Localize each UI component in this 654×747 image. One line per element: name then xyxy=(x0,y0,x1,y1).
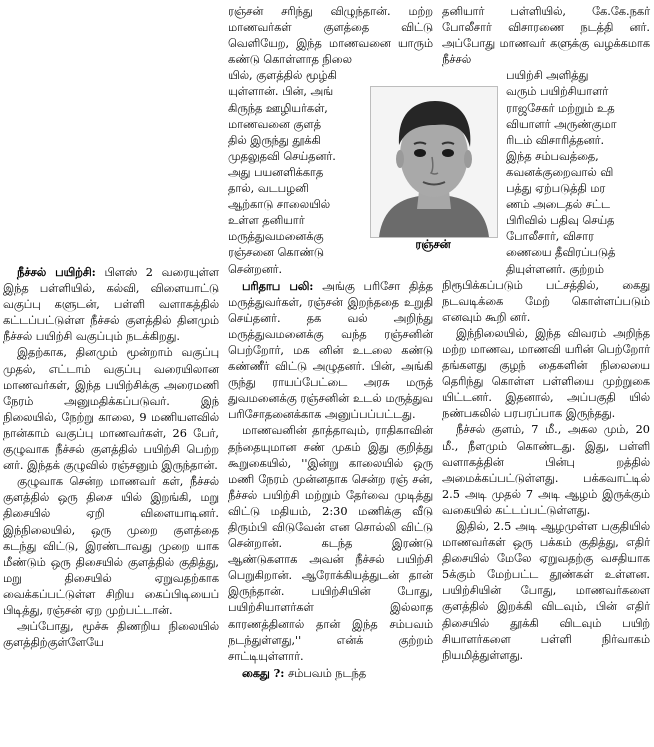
left-column xyxy=(3,264,219,651)
paragraph-swimming-training: நீச்சல் பயிற்சி: பிளஸ் 2 வரையுள்ள இந்த பள்ளியில், கல்வி, விளையாட்டு வகுப்பு களுடன், பள்ளி வளாகத்தில் கட்டப்பட்டுள்ள நீச்சல் குளத்தில் தினமும் நீச்சல் பயிற்சி வகுப்பும் நடக்கிறது. xyxy=(3,265,219,344)
photo-wrap-text: யில், குளத்தில் மூழ்கி யுள்ளான். பின், அங் கிருந்த ஊழியர்கள், மாணவனை குளத் தில் இருந்து தூக்கி முதலுதவி செய்தனர். அது பயனளிக்காத தால், வடபழனி ஆற்காடு சாலையில் உள்ள தனியார் மருத்துவமனைக்கு ரஞ்சனை கொண்டு சென்றனர். xyxy=(228,69,337,276)
paragraph: இந்நிலையில், இந்த விவரம் அறிந்த மற்ற மாணவ, மாணவி யரின் பெற்றோர் தங்களது குழந் தைகளின் நிலையை தெரிந்து கொள்ள பள்ளியை முற்றுகை யிட்டனர். இதனால், அப்பகுதி யில் நண்பகலில் பரபரப்பாக இருந்தது. xyxy=(442,326,650,421)
paragraph: குழுவாக சென்ற மாணவர் கள், நீச்சல் குளத்தில் ஒரு திசை யில் இறங்கி, மறு திசையில் ஏறி விளையாடினர். இந்நிலையில், ஒரு முறை குளத்தை கடந்து விட்டு, இரண்டாவது முறை யாக மீண்டும் ஒரு திசையில் குளத்தில் குதித்து, மறு திசையில் ஏறுவதற்காக வைக்கப்பட்டுள்ள சிறிய கைப்பிடியைப் பிடித்து, ரஞ்சன் ஏற முற்பட்டான். xyxy=(3,475,219,617)
paragraph: இதற்காக, தினமும் மூன்றாம் வகுப்பு முதல், எட்டாம் வகுப்பு வரையிலான மாணவர்கள், இந்த பயிற்சிக்கு அரைமணி நேரம் அனுமதிக்கப்படுவர். இந் நிலையில், நேற்று காலை, 9 மணியளவில் நான்காம் வகுப்பு மாணவர்கள், 26 பேர், குழுவாக நீச்சல் குளத்தில் பயிற்சி பெற்ற னர். இந்தக் குழுவில் ரஞ்சனும் இருந்தான். xyxy=(3,346,219,473)
paragraph: இதில், 2.5 அடி ஆழமுள்ள பகுதியில் மாணவர்கள் ஒரு பக்கம் குதித்து, எதிர் திசையில் மேலே ஏறுவதற்கு வசதியாக 5க்கும் மேற்பட்ட தூண்கள் உள்ளன. பயிற்சியின் போது, மாணவர்களை குளத்தில் இறக்கி விடவும், பின் எதிர் திசையில் தூக்கி விடவும் பயிற் சியாளர்களை பள்ளி நிர்வாகம் நியமித்துள்ளது. xyxy=(442,520,650,662)
paragraph-grandfather-quote: மாணவனின் தாத்தாவும், ராதிகாவின் தந்தையுமான சண் முகம் இது குறித்து கூறுகையில், ''இன்று காலையில் ஒரு மணி நேரம் முன்னதாக சென்ற ரஞ் சன், நீச்சல் பயிற்சி மற்றும் தேர்வை முடித்து விட்டு மதியம், 2:30 மணிக்கு வீடு திரும்பி விடுவேன் என சொல்லி விட்டு சென்றான். கடந்த இரண்டு ஆண்டுகளாக அவன் நீச்சல் பயிற்சி பெறுகிறான். ஆரோக்கியத்துடன் தான் இருந்தான். பயிற்சியின் போது, பயிற்சியாளர்கள் இல்லாத காரணத்தினால் தான் இந்த சம்பவம் நடந்துள்ளது,'' என்க் குற்றம் சாட்டியுள்ளார். xyxy=(228,424,433,663)
paragraph-continued: ரஞ்சன் சரிந்து விழுந்தான். மற்ற மாணவர்கள் குளத்தை விட்டு வெளியேற, இந்த மாணவனை யாரும் கண்டு கொள்ளாத நிலை xyxy=(228,5,433,67)
paragraph-continued: தனியார் பள்ளியில், கே.கே.நகர் போலீசார் விசாரணை நடத்தி னர். அப்போது மாணவர் களுக்கு வழக்கமாக நீச்சல் xyxy=(442,5,650,67)
photo-wrap-text: பயிற்சி அளித்து வரும் பயிற்சியாளர் ராஜசேகர் மற்றும் உத வியாளர் அருண்குமா ரிடம் விசாரித்தனர். இந்த சம்பவத்தை, கவனக்குறைவால் வி பத்து ஏற்படுத்தி மர ணம் அடைதல் சட்ட பிரிவில் பதிவு செய்த போலீசார், விசார ணையை தீவிரப்படுத் தியுள்ளனர். குற்றம் xyxy=(506,69,617,276)
subheading-tragic-death: பரிதாப பலி: xyxy=(242,278,314,293)
paragraph-continued: நிரூபிக்கப்படும் பட்சத்தில், கைது நடவடிக்கை மேற் கொள்ளப்படும் எனவும் கூறி னர். xyxy=(442,278,650,324)
subheading-swimming-training: நீச்சல் பயிற்சி: xyxy=(17,265,96,279)
subheading-arrest: கைது ?: xyxy=(242,665,285,680)
paragraph-arrest: கைது ?: சம்பவம் நடந்த xyxy=(242,665,367,680)
paragraph: அப்போது, மூச்சு திணறிய நிலையில் குளத்திற்குள்ளேயே xyxy=(3,620,219,650)
paragraph-tragic-death: பரிதாப பலி: அங்கு பரிசோ தித்த மருத்துவர்கள், ரஞ்சன் இறந்ததை உறுதி செய்தனர். தக வல் அறிந்து மருத்துவமனைக்கு வந்த ரஞ்சனின் பெற்றோர், மக னின் உடலை கண்டு கண்ணீர் விட்டு அழுதனர். பின், அங்கி ருந்து ராயப்பேட்டை அரசு மருத் துவமனைக்கு ரஞ்சனின் உடல் மருத்துவ பரிசோதனைக்காக அனுப்பப்பட்டது. xyxy=(228,278,433,422)
right-column xyxy=(442,4,650,664)
paragraph: நீச்சல் குளம், 7 மீ., அகல மும், 20 மீ., நீளமும் கொண்டது. இது, பள்ளி வளாகத்தின் பின்பு றத்தில் அமைக்கப்பட்டுள்ளது. பக்கவாட்டில் 2.5 அடி முதல் 7 அடி ஆழம் இருக்கும் வகையில் கட்டப்பட்டுள்ளது. xyxy=(442,423,650,517)
photo-caption: ரஞ்சன் xyxy=(415,237,451,251)
